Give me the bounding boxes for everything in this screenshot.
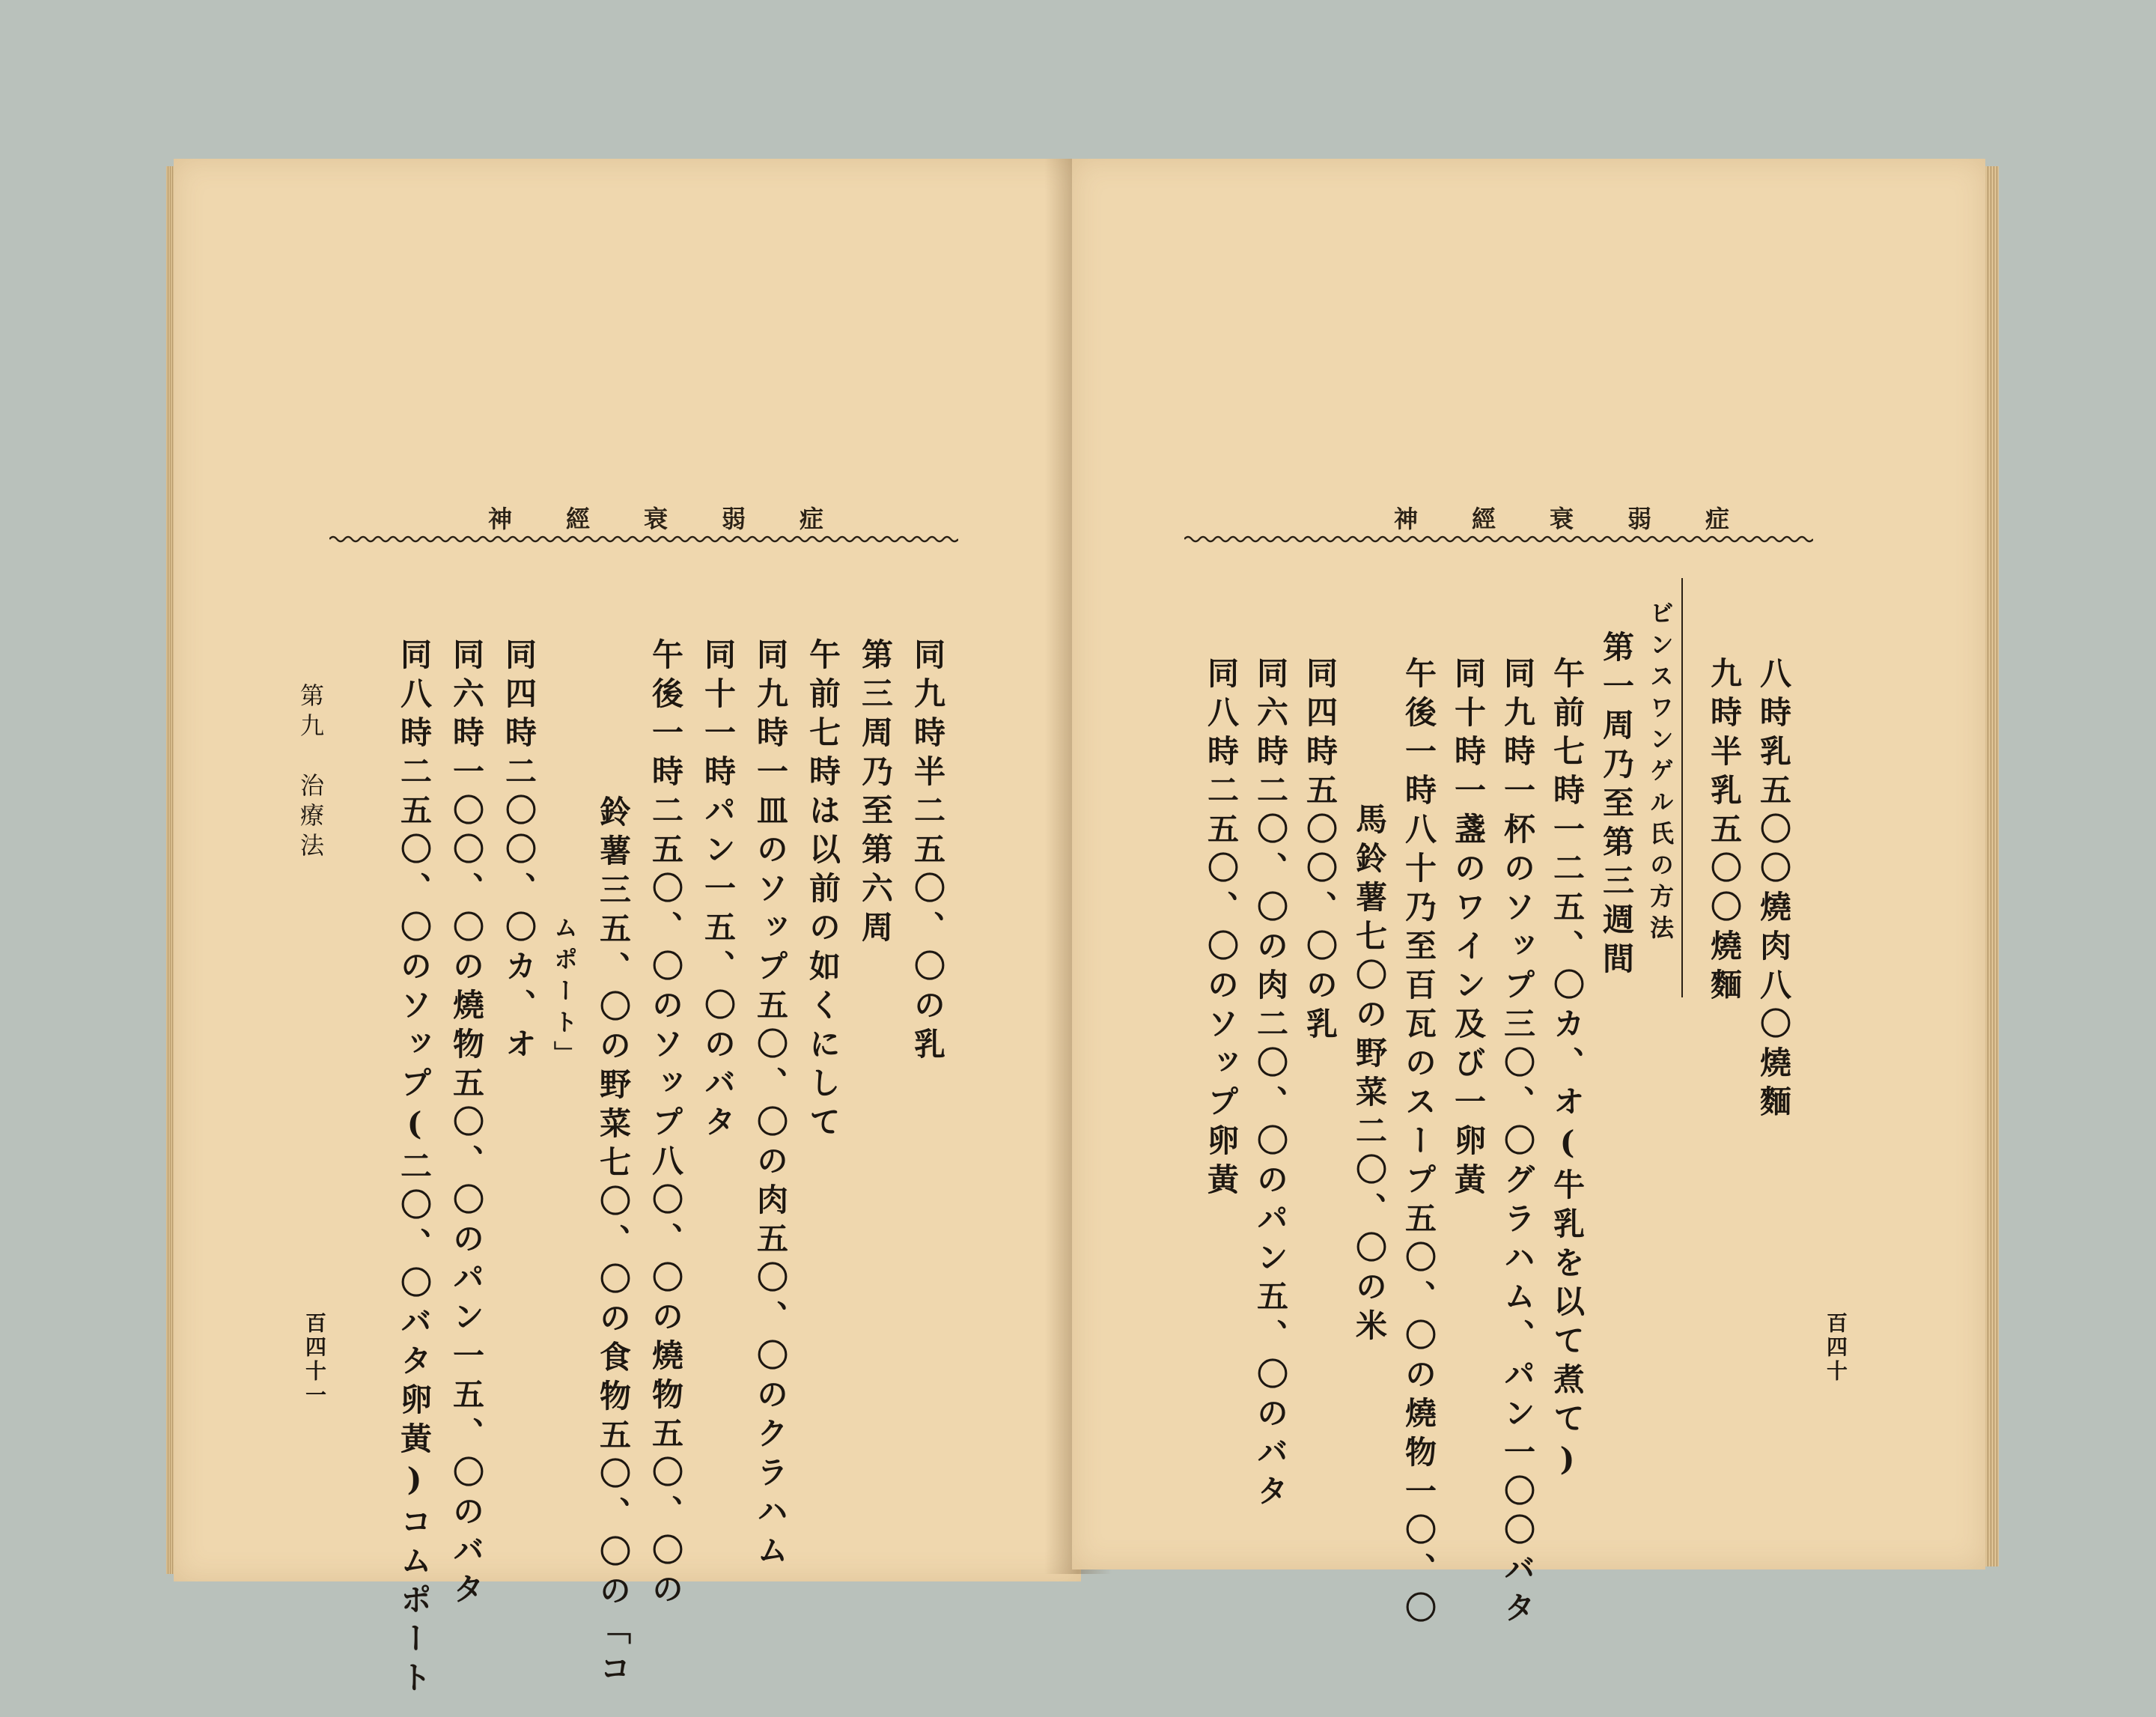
section-bracket xyxy=(1675,578,1683,997)
running-title: 神經衰弱症 xyxy=(487,505,877,533)
header-wavy-rule xyxy=(329,533,958,545)
section-heading: ビンスワンゲル氏の方法 xyxy=(1646,601,1675,946)
text-column: 午前七時一二五、〇カ、オ(牛乳を以て煮て) xyxy=(1549,657,1586,1485)
right-page xyxy=(1072,159,1985,1630)
text-column: 午前七時は以前の如くにして xyxy=(805,638,841,1144)
text-column: 馬鈴薯七〇の野菜二〇、〇の米 xyxy=(1351,803,1388,1348)
text-column: 同六時一〇〇、〇の燒物五〇、〇のパン一五、〇のバタ xyxy=(448,638,485,1611)
text-column: 九時半乳五〇〇燒麵 xyxy=(1706,657,1743,1007)
page-number: 百四十一 xyxy=(302,1312,327,1408)
text-column: 同四時五〇〇、〇の乳 xyxy=(1302,657,1339,1046)
text-column: 同六時二〇、〇の肉二〇、〇のパン五、〇のバタ xyxy=(1252,657,1289,1513)
text-column: 同十一時パン一五、〇のバタ xyxy=(700,638,737,1144)
text-column: 第三周乃至第六周 xyxy=(857,638,894,949)
text-column: 同十時一盞のワイン及び一卵黃 xyxy=(1450,657,1487,1202)
header-wavy-rule xyxy=(1184,533,1813,545)
text-column: 同九時半二五〇、〇の乳 xyxy=(910,638,946,1066)
text-column: 同八時二五〇、〇のソップ卵黃 xyxy=(1203,657,1240,1202)
chapter-footer: 第九 治療法 xyxy=(296,683,325,863)
text-column: 同九時一皿のソップ五〇、〇の肉五〇、〇のクラハム xyxy=(752,638,789,1572)
text-column: 同八時二五〇、〇のソップ(二〇、〇バタ卵黃)コムポート xyxy=(396,638,433,1700)
text-column: 鈴薯三五、〇の野菜七〇、〇の食物五〇、〇の「コ xyxy=(595,795,632,1691)
text-column: 午後一時八十乃至百瓦のスープ五〇、〇の燒物一〇、〇 xyxy=(1401,657,1437,1630)
text-column: 八時乳五〇〇燒肉八〇燒麵 xyxy=(1755,657,1792,1124)
text-column: 午後一時二五〇、〇のソップ八〇、〇の燒物五〇、〇の xyxy=(648,638,684,1611)
page-number: 百四十 xyxy=(1824,1312,1848,1384)
text-column: 第一周乃至第三週間 xyxy=(1598,630,1635,981)
left-page xyxy=(174,159,1081,1700)
text-column: ムポート」 xyxy=(550,915,579,1072)
text-column: 同四時二〇〇、〇カ、オ xyxy=(501,638,538,1066)
running-title: 神經衰弱症 xyxy=(1393,505,1783,533)
text-column: 同九時一杯のソップ三〇、〇グラハム、パン一〇〇バタ xyxy=(1499,657,1536,1630)
